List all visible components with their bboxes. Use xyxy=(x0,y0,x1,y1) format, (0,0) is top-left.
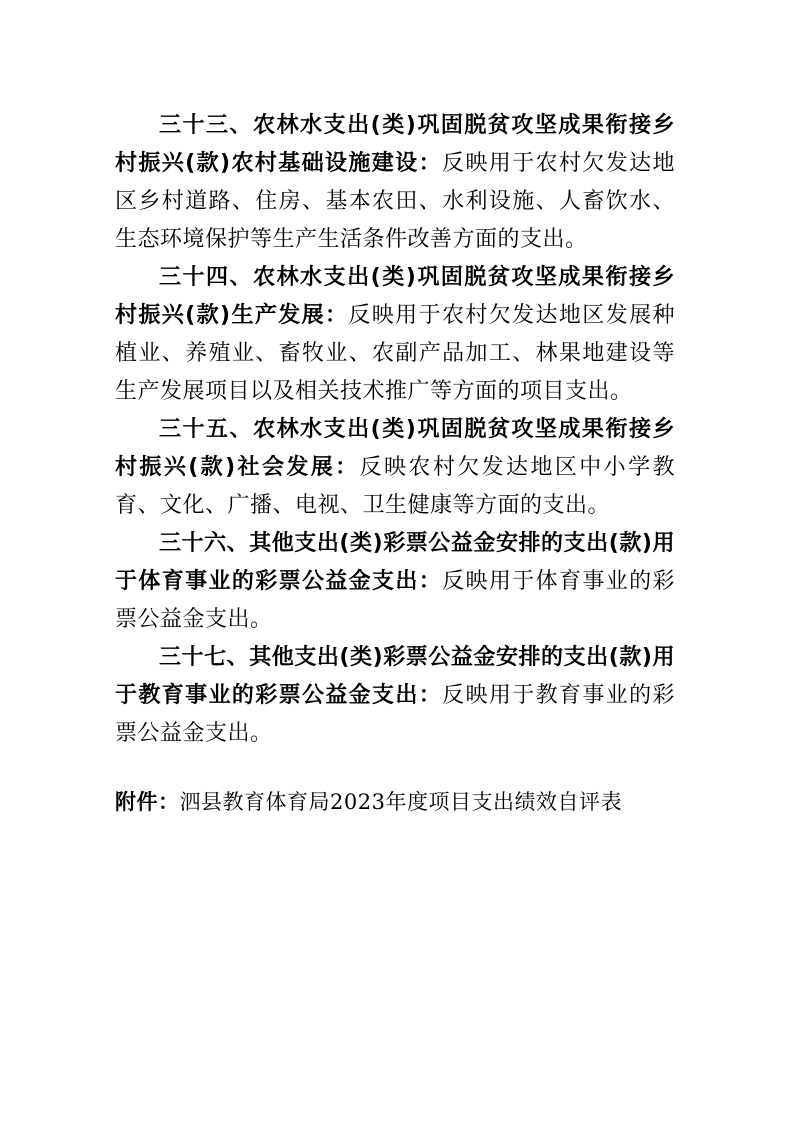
paragraph-36 xyxy=(115,525,675,639)
attachment-line xyxy=(115,783,675,821)
paragraph-text: 反映农村欠发达地区中小学教育、文化、广播、电视、卫生健康等方面的支出。 xyxy=(115,455,675,518)
paragraph-heading: 三十三、农林水支出(类)巩固脱贫攻坚成果衔接乡村振兴(款)农村基础设施建设： xyxy=(115,113,675,176)
paragraph-heading: 三十七、其他支出(类)彩票公益金安排的支出(款)用于教育事业的彩票公益金支出： xyxy=(115,645,675,708)
paragraph-heading: 三十六、其他支出(类)彩票公益金安排的支出(款)用于体育事业的彩票公益金支出： xyxy=(115,531,675,594)
paragraph-heading: 三十四、农林水支出(类)巩固脱贫攻坚成果衔接乡村振兴(款)生产发展： xyxy=(115,265,675,328)
paragraph-37 xyxy=(115,639,675,753)
paragraph-text: 反映用于农村欠发达地区乡村道路、住房、基本农田、水利设施、人畜饮水、生态环境保护等生产生活条件改善方面的支出。 xyxy=(115,151,675,252)
paragraph-33 xyxy=(115,107,675,259)
paragraph-text: 反映用于教育事业的彩票公益金支出。 xyxy=(115,683,675,746)
attachment-title[interactable]: 泗县教育体育局2023年度项目支出绩效自评表 xyxy=(179,790,622,814)
paragraph-text: 反映用于体育事业的彩票公益金支出。 xyxy=(115,569,675,632)
paragraph-heading: 三十五、农林水支出(类)巩固脱贫攻坚成果衔接乡村振兴(款)社会发展： xyxy=(115,417,675,480)
paragraph-34 xyxy=(115,259,675,411)
paragraph-35 xyxy=(115,411,675,525)
paragraph-text: 反映用于农村欠发达地区发展种植业、养殖业、畜牧业、农副产品加工、林果地建设等生产发展项目以及相关技术推广等方面的项目支出。 xyxy=(115,303,675,404)
attachment-label: 附件： xyxy=(115,790,180,814)
